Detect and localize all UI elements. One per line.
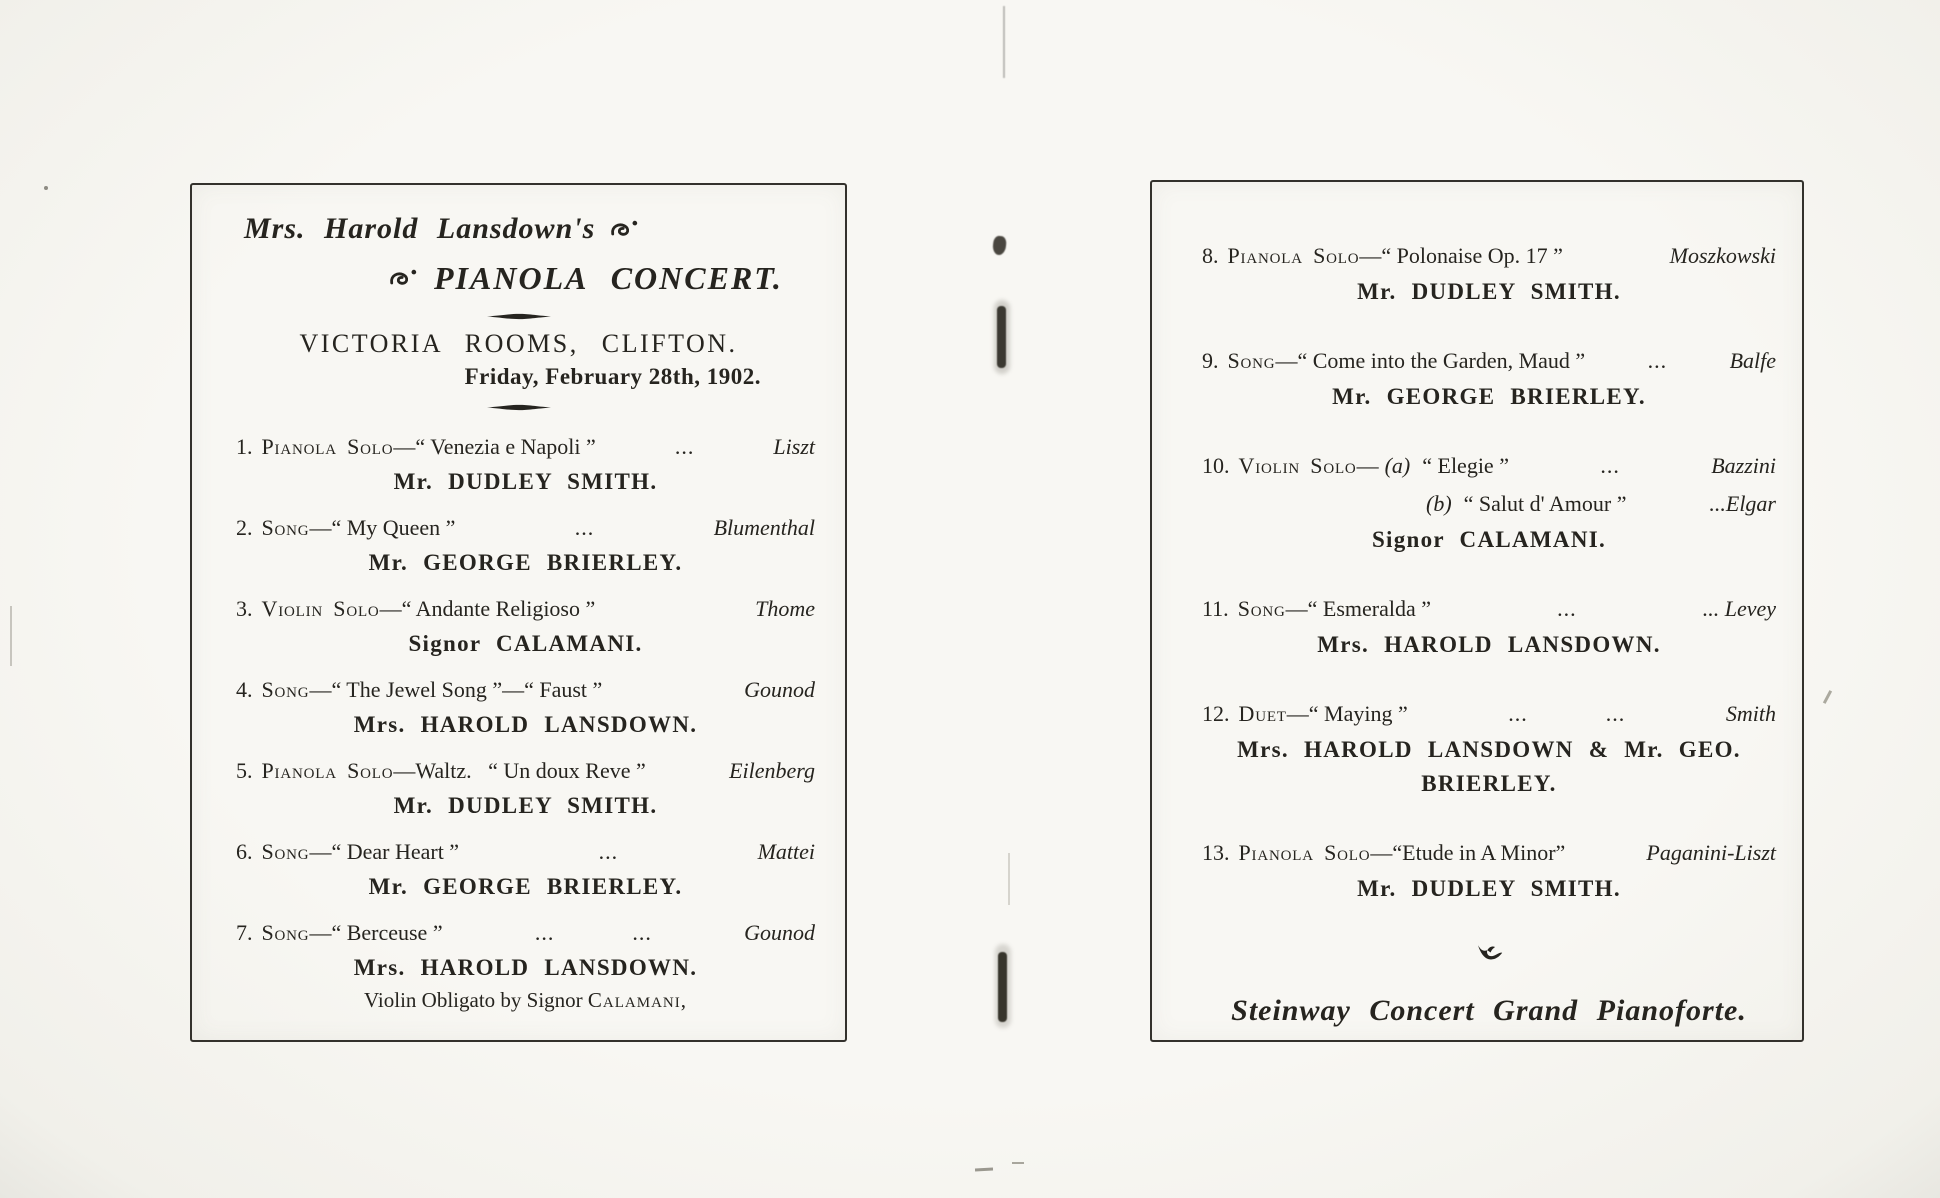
- item-number: 6.: [236, 839, 253, 864]
- binding-smudge: [998, 952, 1007, 1022]
- program-item: [236, 512, 815, 579]
- speck-mark: [1823, 690, 1832, 704]
- speck-mark: [44, 186, 48, 190]
- item-composer: Balfe: [1729, 348, 1776, 373]
- performer-line: Signor CALAMANI.: [408, 631, 643, 656]
- item-title: —“ Maying ”: [1286, 701, 1408, 726]
- item-line: [1202, 593, 1776, 625]
- item-dots: ...: [674, 434, 695, 459]
- bird-fleuron-icon: [1202, 942, 1776, 970]
- item-line: [1202, 698, 1776, 730]
- item-composer: Smith: [1725, 701, 1776, 726]
- item-type: Pianola Solo: [261, 758, 394, 783]
- fleuron-icon: [388, 268, 420, 288]
- binding-smudge: [997, 306, 1006, 368]
- performer-line: Signor CALAMANI.: [1371, 527, 1607, 552]
- item-type: Duet: [1238, 701, 1287, 726]
- item-line: [1202, 837, 1776, 869]
- item-line: [236, 593, 815, 625]
- item-composer: ... Levey: [1702, 596, 1776, 621]
- item-dots: ... ...: [1508, 701, 1626, 726]
- item-type: Song: [261, 920, 310, 945]
- performer-line: Mrs. HAROLD LANSDOWN & Mr. GEO. BRIERLEY.: [1237, 737, 1741, 796]
- item-title: —“ My Queen ”: [309, 515, 456, 540]
- item-type: Song: [261, 677, 310, 702]
- performer-line: Mr. DUDLEY SMITH.: [1357, 876, 1621, 901]
- divider-ornament: [487, 313, 551, 320]
- performer-line: Mr. GEORGE BRIERLEY.: [368, 874, 683, 899]
- item-composer: Gounod: [744, 920, 815, 945]
- item-number: 5.: [236, 758, 253, 783]
- item-dots: ...: [1647, 348, 1668, 373]
- item-line: [1202, 240, 1776, 272]
- title-text: Mrs. Harold Lansdown's: [244, 212, 596, 245]
- item-number: 11.: [1202, 596, 1229, 621]
- performer-line: Mr. DUDLEY SMITH.: [393, 469, 658, 494]
- item-type: Violin Solo: [261, 596, 380, 621]
- item-composer: Moszkowski: [1669, 243, 1776, 268]
- item-title: —: [1356, 453, 1379, 478]
- item-dots: ... ...: [534, 920, 652, 945]
- program-item: [236, 674, 815, 741]
- item-title: —“ Esmeralda ”: [1285, 596, 1431, 621]
- item-title: —“ Polonaise Op. 17 ”: [1359, 243, 1563, 268]
- item-type: Song: [1227, 348, 1276, 373]
- pencil-mark: [975, 1168, 993, 1172]
- item-dots: ...: [1600, 453, 1620, 478]
- item-sub-marker: (b): [1426, 491, 1452, 516]
- item-number: 4.: [236, 677, 253, 702]
- item-subline: [1202, 488, 1776, 520]
- pencil-mark: [1012, 1162, 1024, 1164]
- item-type: Song: [1237, 596, 1286, 621]
- item-type: Pianola Solo: [1238, 840, 1371, 865]
- performer-line: Mr. GEORGE BRIERLEY.: [1332, 384, 1646, 409]
- program-title-line1: [244, 211, 845, 247]
- item-number: 7.: [236, 920, 253, 945]
- item-line: [236, 836, 815, 868]
- performer-line: Mr. DUDLEY SMITH.: [1357, 279, 1621, 304]
- performer-line: Mr. DUDLEY SMITH.: [393, 793, 658, 818]
- note-text: Violin Obligato by Signor: [364, 988, 588, 1012]
- item-title: —“ Come into the Garden, Maud ”: [1275, 348, 1586, 373]
- performer-line: Mrs. HAROLD LANSDOWN.: [353, 955, 698, 980]
- edge-scratch-mark: [10, 606, 12, 666]
- item-line: [1202, 450, 1776, 482]
- programme-list-left: [192, 431, 845, 1015]
- right-page: [1150, 180, 1804, 1042]
- item-composer: Liszt: [773, 434, 815, 459]
- item-composer: Eilenberg: [729, 758, 815, 783]
- program-item: [1202, 698, 1776, 801]
- item-type: Pianola Solo: [1227, 243, 1360, 268]
- item-title: “ Salut d' Amour ”: [1463, 491, 1627, 516]
- program-item: [236, 593, 815, 660]
- venue-line: VICTORIA ROOMS, CLIFTON.: [299, 329, 738, 358]
- item-sub-marker: (a): [1384, 453, 1411, 478]
- item-title: —“ Andante Religioso ”: [379, 596, 596, 621]
- item-line: [1202, 345, 1776, 377]
- program-item: [1202, 345, 1776, 414]
- item-type: Song: [261, 839, 310, 864]
- item-number: 2.: [236, 515, 253, 540]
- program-item: [1202, 593, 1776, 662]
- item-composer: Blumenthal: [713, 515, 815, 540]
- item-title: —“Etude in A Minor”: [1370, 840, 1566, 865]
- fleuron-icon: [609, 219, 641, 239]
- item-type: Song: [261, 515, 310, 540]
- item-line: [236, 512, 815, 544]
- item-number: 3.: [236, 596, 253, 621]
- program-item: [236, 917, 815, 1015]
- item-title: —Waltz. “ Un doux Reve ”: [393, 758, 646, 783]
- divider-ornament: [487, 404, 551, 411]
- item-dots: ...: [574, 515, 595, 540]
- item-line: [236, 755, 815, 787]
- title-text: PIANOLA CONCERT.: [434, 260, 783, 296]
- item-number: 9.: [1202, 348, 1219, 373]
- item-line: [236, 431, 815, 463]
- program-item: [1202, 240, 1776, 309]
- item-number: 12.: [1202, 701, 1230, 726]
- item-composer: Paganini-Liszt: [1646, 840, 1776, 865]
- item-line: [236, 674, 815, 706]
- left-page: [190, 183, 847, 1042]
- program-item: [1202, 837, 1776, 906]
- program-item: [236, 836, 815, 903]
- program-item: [1202, 450, 1776, 557]
- item-number: 8.: [1202, 243, 1219, 268]
- note-performer-name: Calamani,: [587, 988, 687, 1012]
- performer-line: Mrs. HAROLD LANSDOWN.: [1317, 632, 1661, 657]
- program-item: [236, 431, 815, 498]
- item-number: 13.: [1202, 840, 1230, 865]
- item-composer: Thome: [755, 596, 815, 621]
- item-type: Pianola Solo: [261, 434, 394, 459]
- item-dots: ...: [1557, 596, 1577, 621]
- item-type: Violin Solo: [1238, 453, 1357, 478]
- item-title: “ Elegie ”: [1422, 453, 1509, 478]
- fold-line-mark: [1008, 853, 1010, 905]
- item-title: —“ Dear Heart ”: [309, 839, 460, 864]
- item-number: 1.: [236, 434, 253, 459]
- item-line: [236, 917, 815, 949]
- item-composer: Gounod: [744, 677, 815, 702]
- performer-line: Mr. GEORGE BRIERLEY.: [368, 550, 683, 575]
- item-number: 10.: [1202, 453, 1230, 478]
- date-line: Friday, February 28th, 1902.: [464, 364, 761, 389]
- programme-list-right: [1152, 240, 1802, 1030]
- performer-line: Mrs. HAROLD LANSDOWN.: [353, 712, 698, 737]
- item-composer: Bazzini: [1711, 453, 1776, 478]
- program-item: [236, 755, 815, 822]
- item-title: —“ Berceuse ”: [309, 920, 443, 945]
- piano-credit-line: Steinway Concert Grand Pianoforte.: [1231, 994, 1747, 1027]
- item-dots: ...: [598, 839, 619, 864]
- obligato-note: [236, 985, 815, 1015]
- item-composer: ...Elgar: [1709, 491, 1776, 516]
- ink-blot-mark: [992, 235, 1007, 255]
- item-title: —“ The Jewel Song ”—“ Faust ”: [309, 677, 603, 702]
- item-title: —“ Venezia e Napoli ”: [393, 434, 596, 459]
- program-title-line2: [388, 259, 845, 297]
- fold-line-mark: [1003, 6, 1005, 78]
- item-composer: Mattei: [757, 839, 815, 864]
